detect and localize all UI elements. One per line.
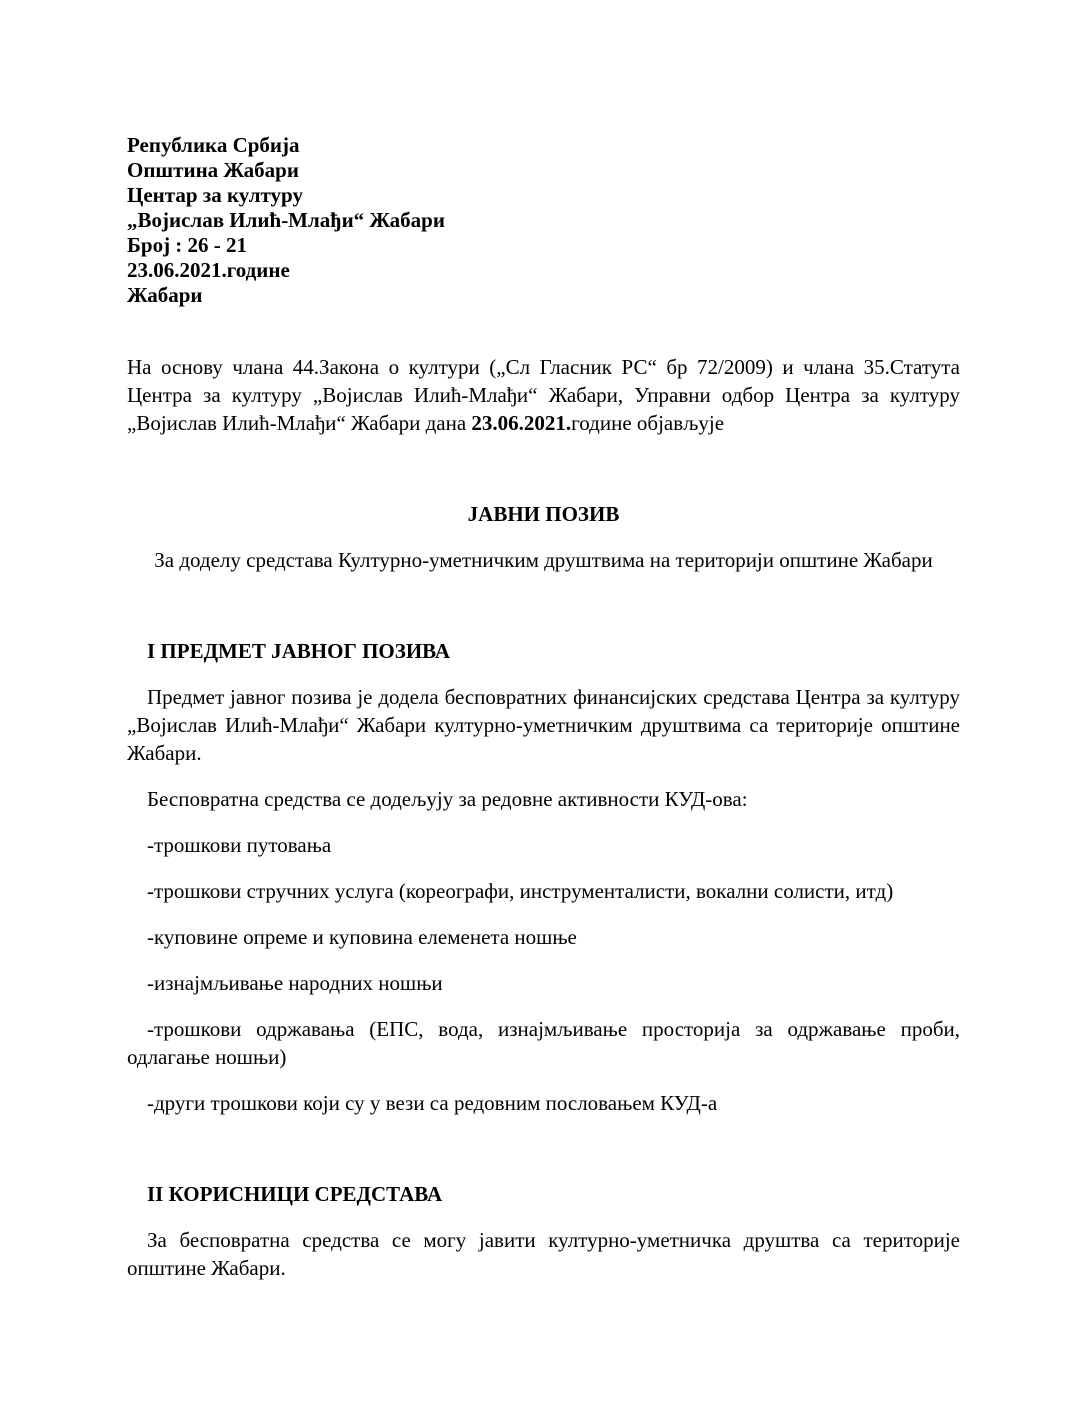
- letterhead-line-institution-name: „Војислав Илић-Млађи“ Жабари: [127, 208, 445, 232]
- letterhead-line-number: Број : 26 - 21: [127, 233, 248, 257]
- section-1-paragraph-2: Бесповратна средства се додељују за редовне активности КУД-ова:: [147, 787, 748, 811]
- list-item-costume-rental: -изнајмљивање народних ношњи: [147, 971, 443, 995]
- vertical-spacer: [127, 592, 960, 637]
- list-item-travel-costs: -трошкови путовања: [147, 833, 332, 857]
- letterhead-line-place: Жабари: [127, 283, 203, 307]
- list-item-equipment-purchase: -куповине опреме и куповина елеменета ношње: [147, 925, 577, 949]
- document-title: ЈАВНИ ПОЗИВ: [467, 502, 620, 526]
- letterhead-line-country: Република Србија: [127, 133, 300, 157]
- letterhead-line-municipality: Општина Жабари: [127, 158, 299, 182]
- section-1-heading: I ПРЕДМЕТ ЈАВНОГ ПОЗИВА: [147, 639, 451, 663]
- letterhead-line-institution: Центар за културу: [127, 183, 303, 207]
- section-2-paragraph-1: За бесповратна средства се могу јавити културно-уметничка друштва са територије општине Жабари.: [127, 1228, 960, 1280]
- vertical-spacer: [127, 455, 960, 500]
- vertical-spacer: [127, 308, 960, 353]
- letterhead: [127, 133, 960, 308]
- intro-text-after: године објављује: [571, 411, 725, 435]
- section-1-paragraph-1: Предмет јавног позива је додела бесповратних финансијских средстава Центра за културу „Војислав Илић-Млађи“ Жабари културно-уметничким друштвима са територије општине Жабари.: [127, 685, 960, 765]
- list-item-expert-services: -трошкови стручних услуга (кореографи, инструменталисти, вокални солисти, итд): [147, 879, 894, 903]
- intro-paragraph: [127, 353, 960, 437]
- list-item-maintenance-costs: -трошкови одржавања (ЕПС, вода, изнајмљивање просторија за одржавање проби, одлагање ношњи): [127, 1017, 960, 1069]
- vertical-spacer: [127, 1135, 960, 1180]
- intro-bold-date: 23.06.2021.: [471, 411, 572, 435]
- letterhead-line-date: 23.06.2021.године: [127, 258, 290, 282]
- intro-text-before: На основу члана 44.Закона о култури („Сл Гласник РС“ бр 72/2009) и члана 35.Статута Центра за културу „Војислав Илић-Млађи“ Жабари, Управни одбор Центра за културу „Војислав Илић-Млађи“ Жабари дана: [127, 355, 960, 435]
- document-content: [127, 133, 960, 1300]
- list-item-other-costs: -други трошкови који су у вези са редовним пословањем КУД-а: [147, 1091, 718, 1115]
- document-subtitle: За доделу средстава Културно-уметничким друштвима на територији општине Жабари: [154, 548, 933, 572]
- section-2-heading: II КОРИСНИЦИ СРЕДСТАВА: [147, 1182, 443, 1206]
